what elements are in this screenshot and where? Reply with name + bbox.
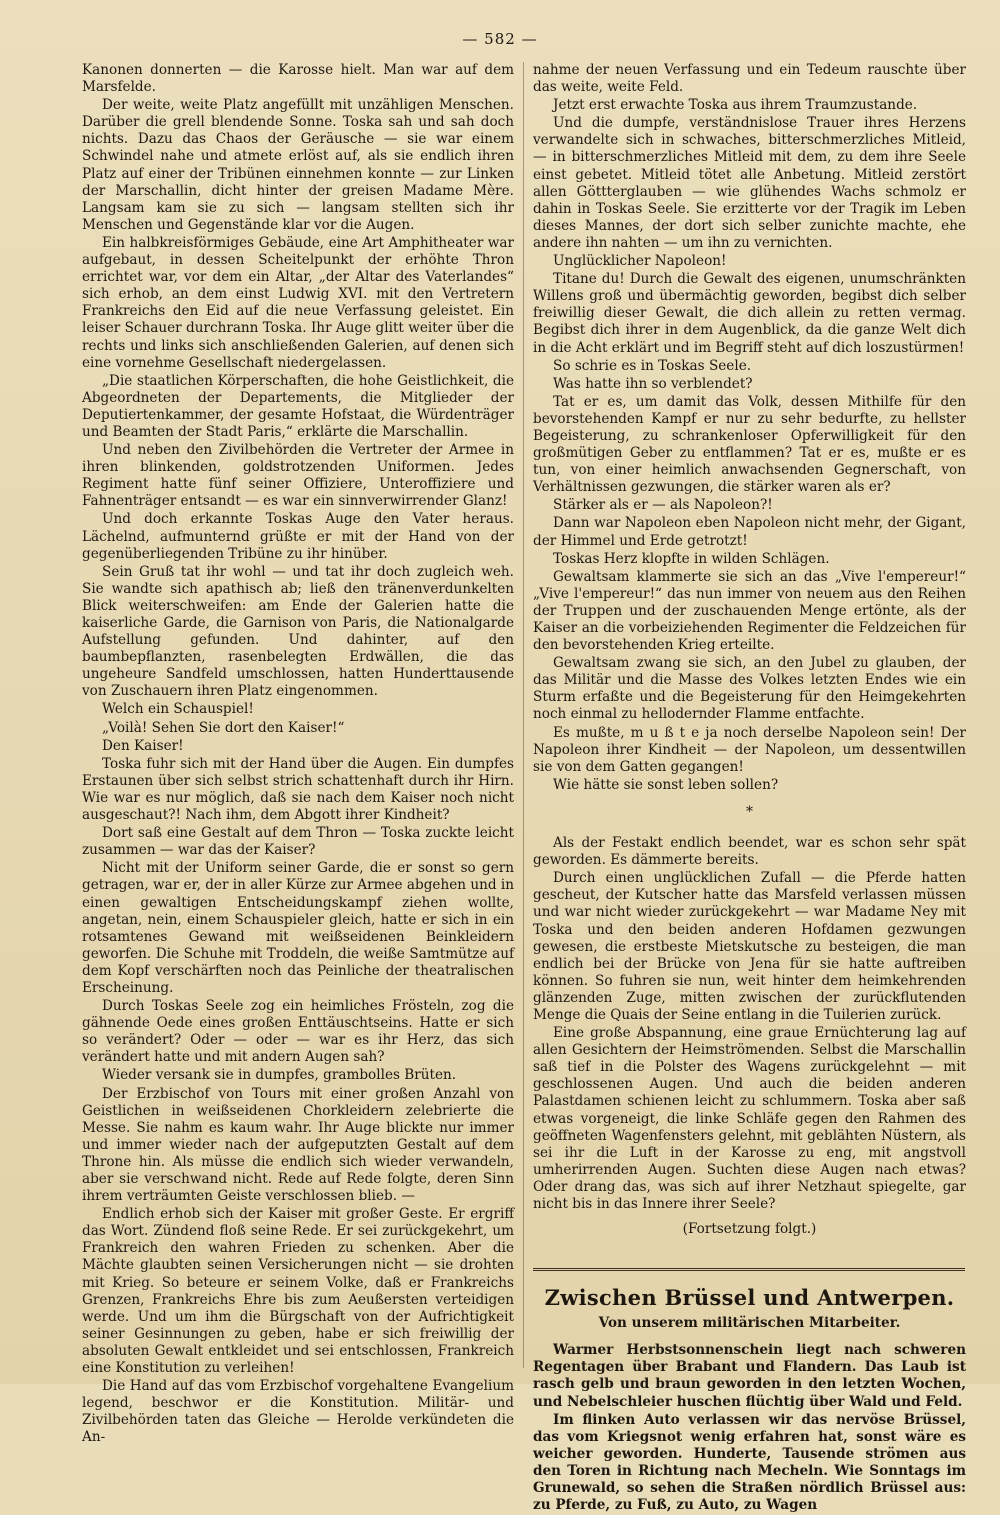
left-paragraph: Nicht mit der Uniform seiner Garde, die er sonst so gern getragen, war er, der in aller Kürze zur Armee abgehen und in einen gewaltigen Entscheidungskampf ziehen wollte, angetan, nein, einem Schauspieler gleich, hatte er sich in ein rotsamtenes Gewand mit weißseidenen Beinkleidern geworfen. Die Schuhe mit Troddeln, die weiße Samtmütze auf dem Kopf verschärften noch das Peinliche der theatralischen Erscheinung. xyxy=(82,860,514,996)
right-paragraph: Dann war Napoleon eben Napoleon nicht mehr, der Gigant, der Himmel und Erde getrotzt! xyxy=(533,515,966,549)
left-paragraph: „Die staatlichen Körperschaften, die hohe Geistlichkeit, die Abgeordneten der Departements, die Mitglieder der Deputiertenkammer, der gesamte Hofstaat, die Würdenträger und Beamten der Stadt Paris,“ erklärte die Marschallin. xyxy=(82,372,514,440)
page-number: — 582 — xyxy=(462,30,538,48)
left-column xyxy=(82,62,514,1448)
left-paragraph: Welch ein Schauspiel! xyxy=(102,701,254,718)
left-paragraph: Toska fuhr sich mit der Hand über die Augen. Ein dumpfes Erstaunen über sich selbst strich schattenhaft durch ihr Hirn. Wie war es nur möglich, daß sie nach dem Kaiser noch nicht ausgeschaut?! Nach ihm, dem Abgott ihrer Kindheit? xyxy=(82,755,514,824)
left-paragraph: Dort saß eine Gestalt auf dem Thron — Toska zuckte leicht zusammen — war das der Kaiser? xyxy=(82,825,514,859)
left-paragraph: „Voilà! Sehen Sie dort den Kaiser!“ xyxy=(102,719,345,736)
right-column xyxy=(533,62,966,1515)
left-paragraph: Sein Gruß tat ihr wohl — und tat ihr doch zugleich weh. Sie wandte sich apathisch ab; ließ den tränenverdunkelten Blick weiterschweifen: am Ende der Galerien hatte die kaiserliche Garde, die Garnison von Paris, die Nationalgarde Aufstellung gefunden. Und dahinter, auf den baumbepflanzten, rasenbelegten Erdwällen, die das ungeheure Sandfeld umschlossen, hatten Hunderttausende von Zuschauern ihren Platz eingenommen. xyxy=(82,563,514,700)
left-paragraph: Und doch erkannte Toskas Auge den Vater heraus. Lächelnd, aufmunternd grüßte er mit der Hand von der gegenüberliegenden Tribüne zu ihr hinüber. xyxy=(82,511,514,562)
section-separator: * xyxy=(746,803,753,820)
left-paragraph: Durch Toskas Seele zog ein heimliches Frösteln, zog die gähnende Oede eines großen Enttäuschtseins. Hatte er sich so verändert? Oder — oder — war es ihr Herz, das sich verändert hatte und mit andern Augen sah? xyxy=(82,998,514,1066)
article-body xyxy=(533,1342,966,1514)
left-paragraph: Der weite, weite Platz angefüllt mit unzähligen Menschen. Darüber die grell blendende Sonne. Toska sah und sah doch nichts. Dazu das Chaos der Geräusche — sie war einem Schwindel nahe und atmete erlöst auf, als sie endlich ihren Platz auf einer der Tribünen einnehmen konnte — zur Linken der Marschallin, dicht hinter der greisen Madame Mère. Langsam kam sie zu sich — langsam stellten sich ihr Menschen und Gegenstände klar vor die Augen. xyxy=(82,97,514,233)
right-paragraph: Stärker als er — als Napoleon?! xyxy=(553,497,773,514)
right-paragraph: Und die dumpfe, verständnislose Trauer ihres Herzens verwandelte sich in schwaches, bitterschmerzliches Mitleid, — in bitterschmerzliches Mitleid mit dem, zu dem ihre Seele einst gebetet. Mitleid tötet alle Anbetung. Mitleid zerstört allen Göttterglauben — wie glühendes Wachs schmolz er dahin in Toskas Seele. Sie erzitterte vor der Tragik im Leben dieses Mannes, der dort sich selber zunichte machte, ehe andere ihn nahten — um ihn zu vernichten. xyxy=(533,115,966,251)
article-paragraph: Im flinken Auto verlassen wir das nervöse Brüssel, das vom Kriegsnot wenig erfahren hat, sonst wäre es weicher geworden. Hunderte, Tausende strömen aus den Toren in Richtung nach Mecheln. Wie Sonntags im Grunewald, so sehen die Straßen nördlich Brüssel aus: zu Pferde, zu Fuß, zu Auto, zu Wagen xyxy=(533,1411,966,1514)
left-paragraph: Endlich erhob sich der Kaiser mit großer Geste. Er ergriff das Wort. Zündend floß seine Rede. Er sei zurückgekehrt, um Frankreich den wahren Frieden zu schenken. Aber die Mächte glaubten seinen Versicherungen nicht — sie drohten mit Krieg. So beteure er seinem Volke, daß er Frankreichs Grenzen, Frankreichs Ehre bis zum Aeußersten verteidigen werde. Und um ihm die Bürgschaft von der Aufrichtigkeit seiner Gesinnungen zu geben, habe er sich freiwillig der absoluten Gewalt entkleidet und sei entschlossen, Frankreich eine Konstitution zu verleihen! xyxy=(82,1206,514,1377)
article-title: Zwischen Brüssel und Antwerpen. xyxy=(544,1285,955,1311)
right-paragraph: So schrie es in Toskas Seele. xyxy=(553,357,752,374)
left-paragraph: Den Kaiser! xyxy=(102,737,184,754)
continuation-note: (Fortsetzung folgt.) xyxy=(682,1221,817,1238)
right-paragraph: Jetzt erst erwachte Toska aus ihrem Traumzustande. xyxy=(553,97,918,114)
right-paragraph: Tat er es, um damit das Volk, dessen Mithilfe für den bevorstehenden Kampf er nur zu sehr bedurfte, zu hellster Begeisterung, zu schrankenloser Opferwilligkeit für den großmütigen Geber zu entflammen? Tat er es, mußte er es tun, von einer heimlich anwachsenden Gegnerschaft, von Verhältnissen gezwungen, die stärker waren als er? xyxy=(533,393,966,496)
left-paragraph: Die Hand auf das vom Erzbischof vorgehaltene Evangelium legend, beschwor er die Konstitution. Militär- und Zivilbehörden taten das Gleiche — Herolde verkündeten die An- xyxy=(82,1378,514,1446)
left-paragraph: Und neben den Zivilbehörden die Vertreter der Armee in ihren blinkenden, goldstrotzenden Uniformen. Jedes Regiment hatte fünf seiner Offiziere, Unteroffiziere und Fahnenträger entsandt — es war ein sinnverwirrender Glanz! xyxy=(82,442,514,510)
right-paragraph: Durch einen unglücklichen Zufall — die Pferde hatten gescheut, der Kutscher hatte das Marsfeld verlassen müssen und war nicht wieder zurückgekehrt — war Madame Ney mit Toska und den beiden anderen Hofdamen gezwungen gewesen, die erstbeste Mietskutsche zu besteigen, die man endlich bei der Brücke von Jena für sie hatte auftreiben können. So fuhren sie nun, weit hinter dem heimkehrenden glänzenden Zuge, mitten zwischen der zurückflutenden Menge die Quais der Seine entlang in die Tuilerien zurück. xyxy=(533,870,966,1023)
right-paragraph: Es mußte, m u ß t e ja noch derselbe Napoleon sein! Der Napoleon ihrer Kindheit — der Napoleon, um dessentwillen sie von dem Gatten gegangen! xyxy=(533,724,966,775)
right-paragraph: Gewaltsam klammerte sie sich an das „Vive l'empereur!“ „Vive l'empereur!“ das nun immer von neuem aus den Reihen der Truppen und der zuschauenden Menge ertönte, als der Kaiser an die vorbeiziehenden Regimenter die Feldzeichen für den bevorstehenden Krieg erteilte. xyxy=(533,568,966,654)
column-divider xyxy=(523,62,524,1368)
right-paragraph: Toskas Herz klopfte in wilden Schlägen. xyxy=(553,550,830,567)
right-paragraph: Unglücklicher Napoleon! xyxy=(553,253,727,270)
right-paragraph: Titane du! Durch die Gewalt des eigenen, unumschränkten Willens groß und übermächtig geworden, begibst dich selber freiwillig dieser Gewalt, die dich allein zu retten vermag. Begibst dich ihrer in dem Augenblick, da die ganze Welt dich in die Acht erklärt und im Begriff steht auf dich loszustürmen! xyxy=(533,271,966,356)
right-paragraph: Als der Festakt endlich beendet, war es schon sehr spät geworden. Es dämmerte bereits. xyxy=(533,835,966,869)
left-paragraph: Ein halbkreisförmiges Gebäude, eine Art Amphitheater war aufgebaut, in dessen Scheitelpunkt der erhöhte Thron errichtet war, vor dem ein Altar, „der Altar des Vaterlandes“ sich erhob, an dem einst Ludwig XVI. mit den Vertretern Frankreichs den Eid auf die neue Verfassung geleistet. Ein leiser Schauer durchrann Toska. Ihr Auge glitt weiter über die rechts und links sich anschließenden Galerien, auf denen sich eine vornehme Gesellschaft niedergelassen. xyxy=(82,234,514,371)
right-paragraph: Gewaltsam zwang sie sich, an den Jubel zu glauben, der das Militär und die Masse des Volkes letzten Endes wie ein Sturm erfaßte und die Begeisterung für den Heimgekehrten noch einmal zu hellodernder Flamme entfachte. xyxy=(533,655,966,723)
left-paragraph: Wieder versank sie in dumpfes, grambolles Brüten. xyxy=(102,1067,457,1084)
right-paragraph: Wie hätte sie sonst leben sollen? xyxy=(553,776,779,793)
article-divider xyxy=(533,1268,965,1271)
right-paragraph: Was hatte ihn so verblendet? xyxy=(553,375,753,392)
left-paragraph: Der Erzbischof von Tours mit einer großen Anzahl von Geistlichen in weißseidenen Chorkleidern zelebrierte die Messe. Sie nahm es kaum wahr. Ihr Auge blickte nur immer und immer wieder nach der aufgeputzten Gestalt auf dem Throne hin. Als müsse die endlich sich wieder verwandeln, aber sie verschwand nicht. Rede auf Rede folgte, deren Sinn ihrem verträumten Geiste verschlossen blieb. — xyxy=(82,1085,514,1205)
left-paragraph: Kanonen donnerten — die Karosse hielt. Man war auf dem Marsfelde. xyxy=(82,62,514,96)
article-paragraph: Warmer Herbstsonnenschein liegt nach schweren Regentagen über Brabant und Flandern. Das Laub ist rasch gelb und braun geworden in den letzten Wochen, und Nebelschleier huschen flüchtig über Wald und Feld. xyxy=(533,1342,966,1410)
right-paragraph: nahme der neuen Verfassung und ein Tedeum rauschte über das weite, weite Feld. xyxy=(533,62,966,96)
right-paragraph: Eine große Abspannung, eine graue Ernüchterung lag auf allen Gesichtern der Heimströmenden. Selbst die Marschallin saß tief in die Polster des Wagens zurückgelehnt — mit geschlossenen Augen. Und auch die beiden anderen Palastdamen schienen leicht zu schlummern. Toska aber saß etwas vorgeneigt, die linke Schläfe gegen den Rahmen des geöffneten Wagenfensters gelehnt, mit geblähten Nüstern, als sei ihr die Luft in der Karosse zu eng, mit angstvoll umherirrenden Augen. Suchten diese Augen nach etwas? Oder drang das, was sich auf ihrer Netzhaut spiegelte, gar nicht bis in das Innere ihrer Seele? xyxy=(533,1025,966,1212)
article-byline: Von unserem militärischen Mitarbeiter. xyxy=(598,1315,901,1332)
